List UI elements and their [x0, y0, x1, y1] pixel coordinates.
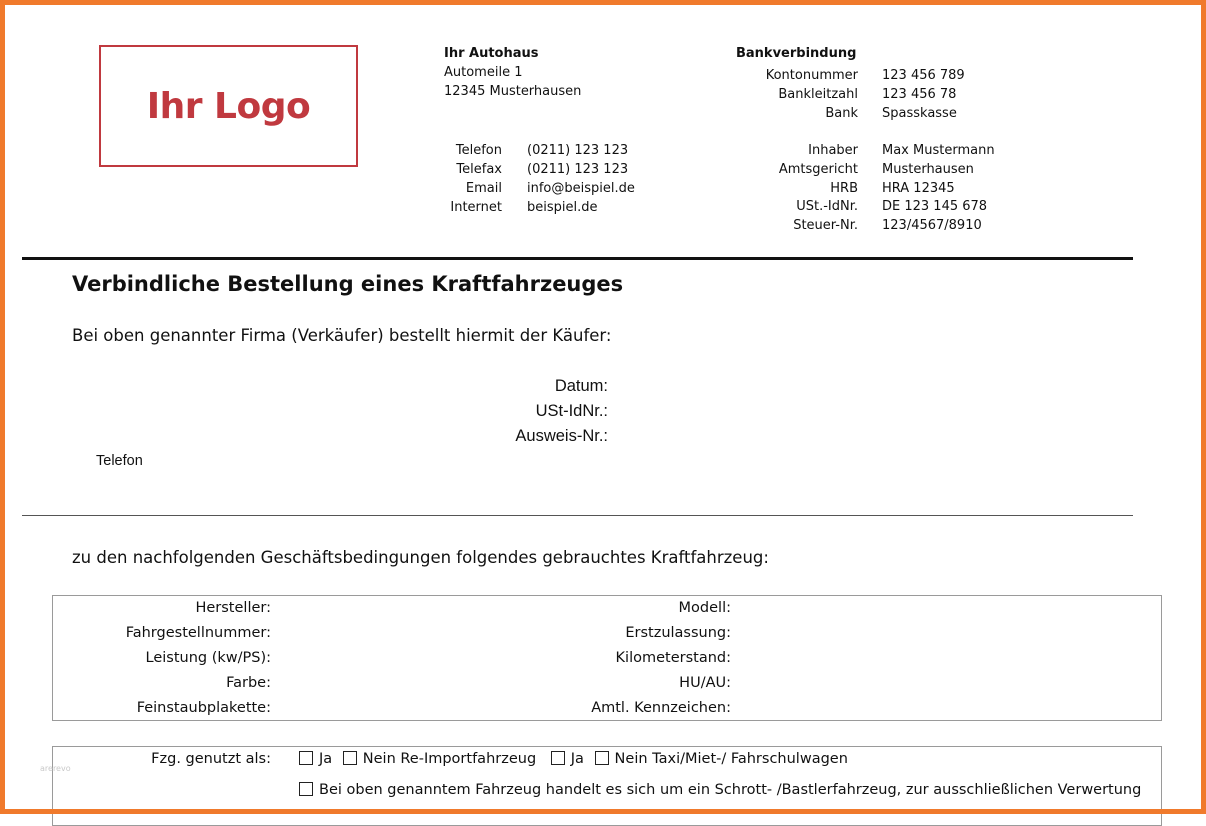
legal-label: HRB	[830, 181, 858, 196]
vehicle-details-box	[52, 595, 1162, 721]
buyer-field-label: Datum:	[554, 377, 608, 395]
legal-value: 123/4567/8910	[882, 218, 982, 233]
company-city: 12345 Musterhausen	[444, 84, 582, 99]
vehicle-field-label: Amtl. Kennzeichen:	[591, 700, 731, 716]
legal-value: Musterhausen	[882, 162, 974, 177]
option-label: Nein Re-Importfahrzeug	[362, 751, 537, 767]
company-name: Ihr Autohaus	[444, 46, 539, 61]
watermark: arerevo	[40, 764, 71, 773]
vehicle-field-label: HU/AU:	[679, 675, 731, 691]
bank-value: Spasskasse	[882, 106, 957, 121]
legal-label: Inhaber	[808, 143, 858, 158]
bank-value: 123 456 789	[882, 68, 965, 83]
checkbox-reimport-no[interactable]	[343, 751, 357, 765]
legal-label: USt.-IdNr.	[796, 199, 858, 214]
legal-value: DE 123 145 678	[882, 199, 988, 214]
checkbox-scrap-vehicle[interactable]	[299, 782, 313, 796]
vehicle-field-label: Leistung (kw/PS):	[145, 650, 271, 666]
legal-label: Steuer-Nr.	[793, 218, 858, 233]
header-divider	[22, 257, 1133, 260]
bank-value: 123 456 78	[882, 87, 957, 102]
contact-value-email[interactable]: info@beispiel.de	[527, 181, 635, 196]
bank-label: Bankleitzahl	[778, 87, 858, 102]
telefon-label: Telefon	[96, 453, 143, 469]
bank-heading: Bankverbindung	[736, 46, 857, 61]
intro-text: Bei oben genannter Firma (Verkäufer) bestellt hiermit der Käufer:	[72, 326, 612, 345]
checkbox-taxi-no[interactable]	[595, 751, 609, 765]
bank-label: Bank	[825, 106, 858, 121]
contact-value-website[interactable]: beispiel.de	[527, 200, 598, 215]
logo-text: Ihr Logo	[146, 85, 311, 127]
checkbox-taxi-yes[interactable]	[551, 751, 565, 765]
vehicle-field-label: Farbe:	[226, 675, 271, 691]
option-label: Ja	[570, 751, 584, 767]
usage-label: Fzg. genutzt als:	[151, 751, 271, 767]
vehicle-field-label: Fahrgestellnummer:	[125, 625, 271, 641]
document-title: Verbindliche Bestellung eines Kraftfahrzeuges	[72, 272, 624, 296]
vehicle-field-label: Hersteller:	[195, 600, 271, 616]
contact-value: (0211) 123 123	[527, 162, 629, 177]
buyer-field-label: USt-IdNr.:	[535, 402, 608, 420]
buyer-field-label: Ausweis-Nr.:	[515, 427, 608, 445]
company-street: Automeile 1	[444, 65, 523, 80]
bank-label: Kontonummer	[765, 68, 858, 83]
option-label: Ja	[319, 751, 333, 767]
usage-box	[52, 746, 1162, 826]
section-divider	[22, 515, 1133, 516]
company-logo	[99, 45, 358, 167]
vehicle-field-label: Erstzulassung:	[625, 625, 731, 641]
option-label: Nein Taxi/Miet-/ Fahrschulwagen	[614, 751, 848, 767]
contact-label: Telefax	[456, 162, 502, 177]
contact-label: Telefon	[455, 143, 502, 158]
vehicle-field-label: Kilometerstand:	[615, 650, 731, 666]
vehicle-field-label: Feinstaubplakette:	[136, 700, 271, 716]
vehicle-field-label: Modell:	[678, 600, 731, 616]
contact-value: (0211) 123 123	[527, 143, 629, 158]
usage-options	[299, 747, 848, 772]
legal-value: HRA 12345	[882, 181, 955, 196]
checkbox-reimport-yes[interactable]	[299, 751, 313, 765]
legal-value: Max Mustermann	[882, 143, 995, 158]
contact-label: Internet	[450, 200, 502, 215]
scrap-vehicle-text: Bei oben genanntem Fahrzeug handelt es sich um ein Schrott- /Bastlerfahrzeug, zur ausschließlichen Verwertung	[319, 782, 1142, 798]
scrap-vehicle-row	[299, 778, 1141, 803]
contact-label: Email	[465, 181, 502, 196]
terms-line: zu den nachfolgenden Geschäftsbedingungen folgendes gebrauchtes Kraftfahrzeug:	[72, 548, 769, 567]
legal-label: Amtsgericht	[778, 162, 858, 177]
